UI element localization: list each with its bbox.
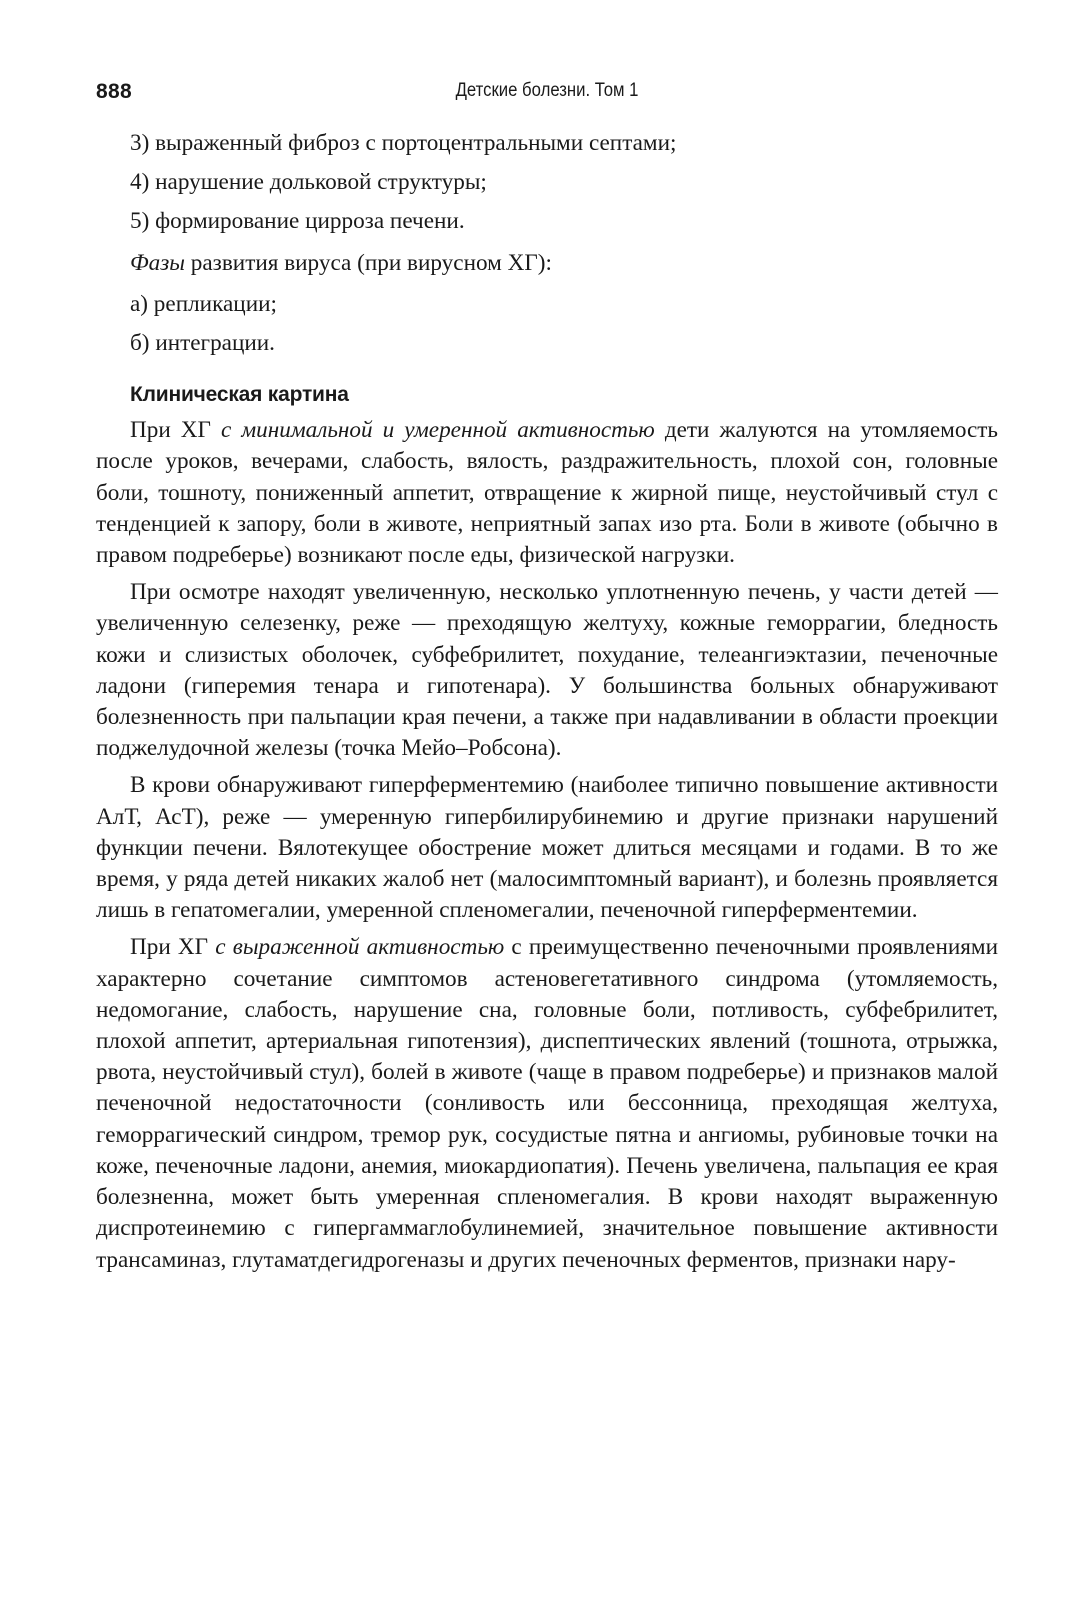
section-heading: Клиническая картина xyxy=(130,383,349,407)
list-item: 5) формирование цирроза печени. xyxy=(130,208,465,235)
p1-after: дети жалуются на утомляемость после уроков, вечерами, слабость, вялость, раздражительность, плохой сон, головные боли, тошноту, пониженный аппетит, отвращение к жирной пище, неустойчивый стул с тенденцией к запору, боли в животе, неприятный запах изо рта. Боли в животе (обычно в правом подреберье) возникают после еды, физической нагрузки. xyxy=(96,417,998,569)
running-title: Детские болезни. Том 1 xyxy=(455,80,639,101)
phase-item: а) репликации; xyxy=(130,290,277,317)
page-number: 888 xyxy=(96,80,132,103)
paragraph-4 xyxy=(96,932,998,1275)
p4-before: При ХГ xyxy=(130,934,216,961)
phase-item: б) интеграции. xyxy=(130,330,275,357)
paragraph-1 xyxy=(96,415,998,571)
book-page xyxy=(96,0,998,1600)
p4-after: с преимущественно печеночными проявлениями характерно сочетание симптомов астеновегетативного синдрома (утомляемость, недомогание, слабость, нарушение сна, головные боли, потливость, субфебрилитет, плохой аппетит, артериальная гипотензия), диспептических явлений (тошнота, отрыжка, рвота, неустойчивый стул), болей в животе (чаще в правом подреберье) и признаков малой печеночной недостаточности (сонливость или бессонница, преходящая желтуха, геморрагический синдром, тремор рук, сосудистые пятна и ангиомы, рубиновые точки на коже, печеночные ладони, анемия, миокардиопатия). Печень увеличена, пальпация ее края болезненна, может быть умеренная спленомегалия. В крови находят выраженную диспротеинемию с гипергаммаглобулинемией, значительное повышение активности трансаминаз, глутаматдегидрогеназы и других печеночных ферментов, признаки нару- xyxy=(96,934,999,1273)
list-item: 3) выраженный фиброз с портоцентральными септами; xyxy=(130,130,677,156)
p1-before: При ХГ xyxy=(130,417,221,444)
phases-rest: развития вируса (при вирусном ХГ): xyxy=(185,249,552,276)
phases-term: Фазы xyxy=(130,249,185,276)
p4-italic: с выраженной активностью xyxy=(215,934,505,961)
phases-intro xyxy=(130,248,998,279)
paragraph-2: При осмотре находят увеличенную, несколько уплотненную печень, у части детей — увеличенную селезенку, реже — преходящую желтуху, кожные геморрагии, бледность кожи и слизистых оболочек, субфебрилитет, похудание, телеангиэктазии, печеночные ладони (гиперемия тенара и гипотенара). У большинства больных обнаруживают болезненность при пальпации края печени, а также при надавливании в области проекции поджелудочной железы (точка Мейо–Робсона). xyxy=(96,579,998,762)
paragraph-3: В крови обнаруживают гиперферментемию (наиболее типично повышение активности АлТ, АсТ), реже — умеренную гипербилирубинемию и другие признаки нарушений функции печени. Вялотекущее обострение может длиться месяцами и годами. В то же время, у ряда детей никаких жалоб нет (малосимптомный вариант), и болезнь проявляется лишь в гепатомегалии, умеренной спленомегалии, печеночной гиперферментемии. xyxy=(96,772,998,924)
page-header xyxy=(96,80,998,114)
list-item: 4) нарушение дольковой структуры; xyxy=(130,169,487,196)
p1-italic: с минимальной и умеренной активностью xyxy=(221,417,655,444)
body-text xyxy=(96,128,998,1276)
